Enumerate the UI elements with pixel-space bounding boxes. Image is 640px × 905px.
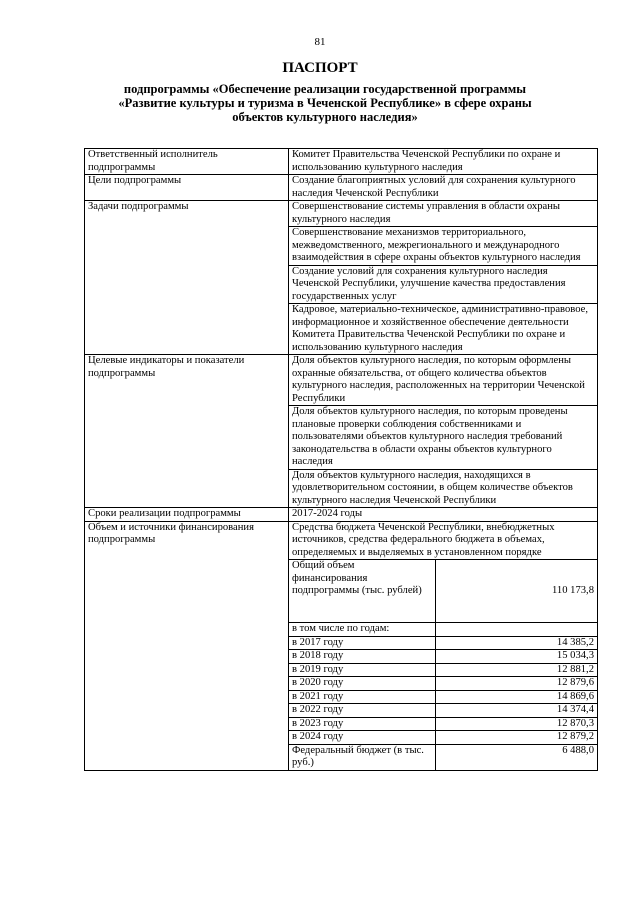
federal-value: 6 488,0 bbox=[436, 744, 598, 770]
row-label: Ответственный исполнитель подпрограммы bbox=[85, 149, 289, 175]
document-title: ПАСПОРТ bbox=[282, 60, 358, 76]
year-value: 12 879,6 bbox=[436, 677, 598, 691]
year-label: в 2019 году bbox=[289, 663, 436, 677]
row-value: Комитет Правительства Чеченской Республики по охране и использованию культурного наследия bbox=[289, 149, 598, 175]
year-value: 12 881,2 bbox=[436, 663, 598, 677]
funding-year-row bbox=[289, 663, 597, 677]
row-label: Сроки реализации подпрограммы bbox=[85, 508, 289, 522]
row-tasks bbox=[85, 201, 598, 355]
funding-intro: Средства бюджета Чеченской Республики, внебюджетных источников, средства федерального бюджета в объемах, определяемых и выделяемых в установленном порядке bbox=[292, 521, 555, 558]
subtitle-line: «Развитие культуры и туризма в Чеченской Республике» в сфере охраны bbox=[118, 96, 532, 110]
indicator-item: Доля объектов культурного наследия, по которым проведены плановые проверки соблюдения собственниками и пользователями объектов культурного наследия требований законодательства в области охраны объектов культурного наследия bbox=[289, 405, 597, 469]
row-terms bbox=[85, 508, 598, 522]
year-value: 14 385,2 bbox=[436, 636, 598, 650]
row-indicators bbox=[85, 355, 598, 508]
task-item: Создание условий для сохранения культурного наследия Чеченской Республики, улучшение качества предоставления государственных услуг bbox=[289, 265, 597, 304]
year-value: 14 374,4 bbox=[436, 704, 598, 718]
funding-year-row bbox=[289, 717, 597, 731]
year-label: в 2023 году bbox=[289, 717, 436, 731]
funding-year-row bbox=[289, 704, 597, 718]
year-label: в 2017 году bbox=[289, 636, 436, 650]
funding-year-row bbox=[289, 636, 597, 650]
year-value: 12 870,3 bbox=[436, 717, 598, 731]
empty-cell bbox=[436, 623, 598, 637]
funding-year-row bbox=[289, 677, 597, 691]
year-value: 15 034,3 bbox=[436, 650, 598, 664]
year-label: в 2021 году bbox=[289, 690, 436, 704]
funding-by-years-label: в том числе по годам: bbox=[289, 623, 436, 637]
funding-by-years-row bbox=[289, 623, 597, 637]
row-responsible bbox=[85, 149, 598, 175]
federal-label: Федеральный бюджет (в тыс. руб.) bbox=[289, 744, 436, 770]
funding-year-row bbox=[289, 731, 597, 745]
row-label: Задачи подпрограммы bbox=[85, 201, 289, 355]
document-subtitle bbox=[60, 82, 590, 124]
funding-total-label: Общий объем финансирования подпрограммы (тыс. рублей) bbox=[289, 560, 436, 623]
subtitle-line: объектов культурного наследия» bbox=[232, 110, 418, 124]
funding-year-row bbox=[289, 650, 597, 664]
year-value: 12 879,2 bbox=[436, 731, 598, 745]
year-value: 14 869,6 bbox=[436, 690, 598, 704]
row-label: Объем и источники финансирования подпрограммы bbox=[85, 521, 289, 770]
funding-table-wrap bbox=[289, 559, 597, 770]
year-label: в 2022 году bbox=[289, 704, 436, 718]
row-value-list bbox=[289, 355, 598, 508]
row-funding bbox=[85, 521, 598, 770]
funding-total-value: 110 173,8 bbox=[552, 584, 594, 596]
row-label: Цели подпрограммы bbox=[85, 175, 289, 201]
row-value: Создание благоприятных условий для сохранения культурного наследия Чеченской Республики bbox=[289, 175, 598, 201]
task-item: Совершенствование механизмов территориального, межведомственного, межрегионального и международного взаимодействия в сфере охраны объектов культурного наследия bbox=[289, 226, 597, 265]
year-label: в 2024 году bbox=[289, 731, 436, 745]
funding-total-row bbox=[289, 560, 597, 623]
row-goals bbox=[85, 175, 598, 201]
funding-year-row bbox=[289, 690, 597, 704]
funding-block bbox=[289, 521, 598, 770]
indicator-item: Доля объектов культурного наследия, по которым оформлены охранные обязательства, от общего количества объектов культурного наследия, расположенных на территории Чеченской Республики bbox=[292, 355, 585, 404]
indicator-item: Доля объектов культурного наследия, находящихся в удовлетворительном состоянии, в общем количестве объектов культурного наследия Чеченской Республики bbox=[289, 469, 597, 508]
task-item: Совершенствование системы управления в области охраны культурного наследия bbox=[292, 201, 561, 225]
year-label: в 2020 году bbox=[289, 677, 436, 691]
passport-table bbox=[84, 148, 598, 771]
subtitle-line: подпрограммы «Обеспечение реализации государственной программы bbox=[123, 82, 527, 96]
task-item: Кадровое, материально-техническое, административно-правовое, информационное и хозяйственное обеспечение деятельности Комитета Правительства Чеченской Республики по охране и использованию культурного наследия bbox=[289, 303, 597, 354]
funding-table bbox=[289, 560, 597, 770]
funding-federal-row bbox=[289, 744, 597, 770]
page-number: 81 bbox=[314, 36, 326, 48]
year-label: в 2018 году bbox=[289, 650, 436, 664]
row-label: Целевые индикаторы и показатели подпрограммы bbox=[85, 355, 289, 508]
row-value-list bbox=[289, 201, 598, 355]
row-value: 2017-2024 годы bbox=[289, 508, 598, 522]
